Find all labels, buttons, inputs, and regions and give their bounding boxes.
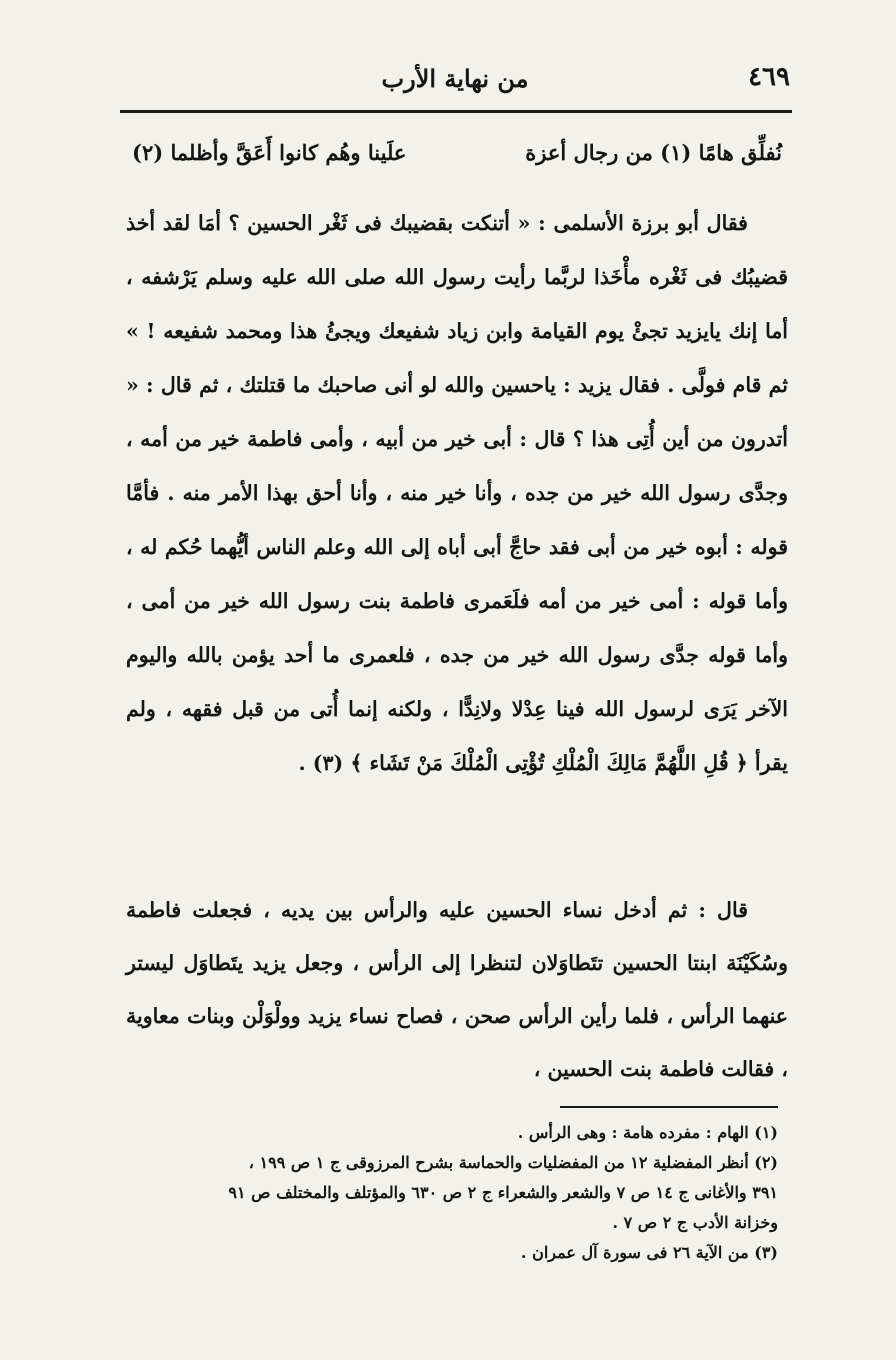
verse-first-hemistich: نُفلِّق هامًا (١) من رجال أعزة [525,140,782,165]
footnote-2-continued: ٣٩١ والأغانى ج ١٤ ص ٧ والشعر والشعراء ج ٢ ص ٦٣٠ والمؤتلف والمختلف ص ٩١ [228,1183,778,1202]
header-rule [120,110,792,113]
footnote-3: (٣) من الآية ٢٦ فى سورة آل عمران . [520,1243,778,1262]
footnote-rule [560,1106,778,1108]
footnote-1: (١) الهام : مفرده هامة : وهى الرأس . [517,1123,778,1142]
verse-second-hemistich: علَينا وهُم كانوا أَعَقَّ وأظلما (٢) [132,140,407,165]
main-text [126,196,788,790]
footnotes [118,1118,778,1268]
main-text-continued [126,884,788,1096]
page-header [120,56,790,102]
page-number: ٤٦٩ [748,62,790,92]
poem-verse [132,140,782,184]
running-title: من نهاية الأرب [381,64,529,93]
footnote-2-end: وخزانة الأدب ج ٢ ص ٧ . [612,1213,778,1232]
paragraph-women: قال : ثم أدخل نساء الحسين عليه والرأس بين يديه ، فجعلت فاطمة وسُكَيْنَة ابنتا الحسين تتَطاوَلان لتنظرا إلى الرأس ، وجعل يزيد يتَطاوَل ليستر عنهما الرأس ، فلما رأين الرأس صحن ، فصاح نساء يزيد وولْوَلْن وبنات معاوية ، فقالت فاطمة بنت الحسين ، [126,898,788,1081]
footnote-2: (٢) أنظر المفضلية ١٢ من المفضليات والحماسة بشرح المرزوقى ج ١ ص ١٩٩ ، [248,1153,778,1172]
paragraph-abu-barza: فقال أبو برزة الأسلمى : « أتنكت بقضيبك فى ثَغْر الحسين ؟ أمَا لقد أخذ قضيبُك فى ثَغْره مأْخَذا لربَّما رأيت رسول الله صلى الله عليه وسلم يَرْشفه ، أما إنك يايزيد تجئْ يوم القيامة وابن زياد شفيعك ويجئُ هذا ومحمد شفيعه ! » ثم قام فولَّى . فقال يزيد : ياحسين والله لو أنى صاحبك ما قتلتك ، ثم قال : « أتدرون من أين أُتِى هذا ؟ قال : أبى خير من أبيه ، وأمى فاطمة خير من أمه ، وجدَّى رسول الله خير من جده ، وأنا خير منه ، وأنا أحق بهذا الأمر منه . فأمَّا قوله : أبوه خير من أبى فقد حاجَّ أبى أباه إلى الله وعلم الناس أيُّهما حُكم له ، وأما قوله : أمى خير من أمه فلَعَمرى فاطمة بنت رسول الله خير من أمى ، وأما قوله جدَّى رسول الله خير من جده ، فلعمرى ما أحد يؤمن بالله واليوم الآخر يَرَى لرسول الله فينا عِدْلا ولانِدًّا ، ولكنه إنما أُتى من قبل فقهه ، ولم يقرأ ﴿ قُلِ اللَّهُمَّ مَالِكَ الْمُلْكِ تُؤْتِى الْمُلْكَ مَنْ تَشَاء ﴾ (٣) . [126,211,788,775]
